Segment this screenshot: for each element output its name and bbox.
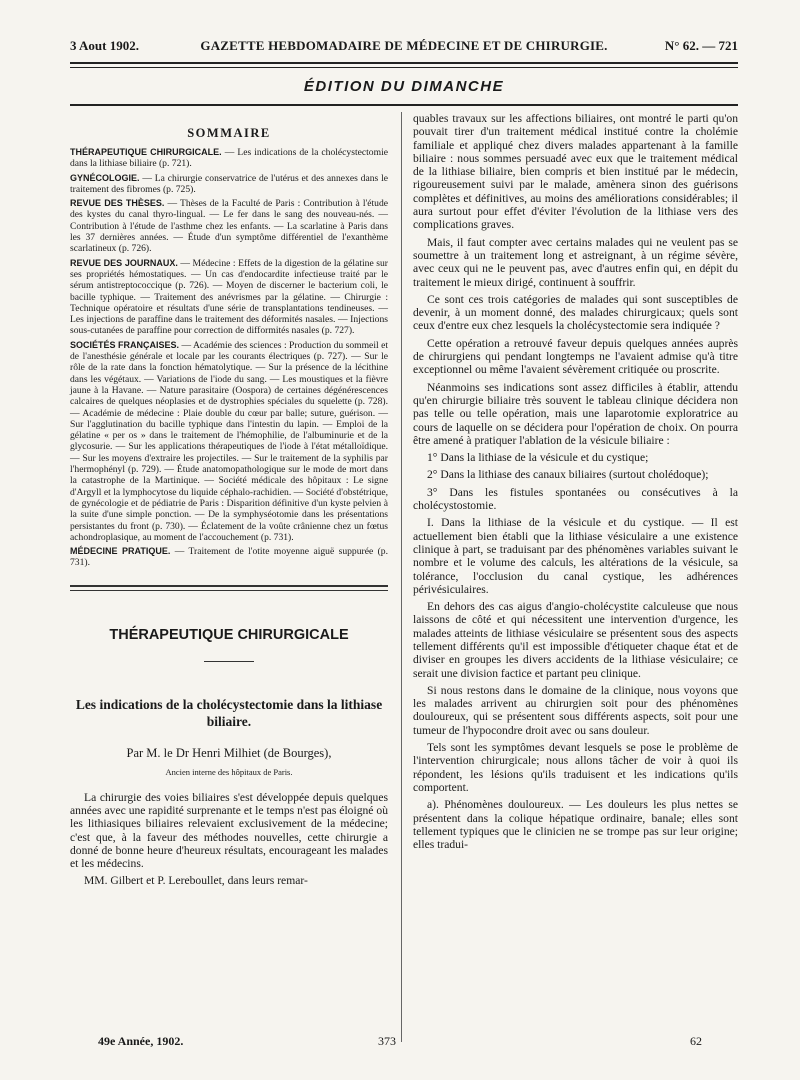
article-title: Les indications de la cholécystectomie dans la lithiase biliaire. [75, 696, 383, 729]
header-issue-number: N° 62. — 721 [664, 38, 738, 53]
edition-banner: ÉDITION DU DIMANCHE [303, 78, 505, 95]
sommaire-heading: GYNÉCOLOGIE. [70, 172, 140, 183]
sommaire-entry [70, 546, 388, 569]
article-body-right [413, 112, 738, 851]
right-column [413, 112, 738, 855]
sommaire-text: — La chirurgie conservatrice de l'utérus et des annexes dans le traitement des fibromes (p. 725). [70, 172, 388, 195]
article-body-left [70, 791, 388, 888]
sommaire-text: — Médecine : Effets de la digestion de la gélatine sur ses propriétés hémostatiques. — Un cas d'endocardite infectieuse traité par le sérum antistreptococcique (p. 726). — Moyen de discerner le bacterium coli, le bacille typhique. — Traitement des anévrismes par la gélatine. — Chirurgie : Technique opératoire et résultats d'une série de transplantations tendineuses. — Les injections de paraffine dans le traitement des déformités nasales. — Injections sous-cutanées de paraffine pour correction de difformités nasales (p. 727). [70, 257, 388, 337]
paragraph: Si nous restons dans le domaine de la clinique, nous voyons que les malades arrivent au chirurgien soit pour des phénomènes douloureux, qui se présentent sous différents aspects, soit pour une tumeur de l'hypocondre droit avec ou sans douleur. [413, 683, 738, 737]
paragraph: MM. Gilbert et P. Lereboullet, dans leurs remar- [84, 874, 308, 888]
header-journal-title: GAZETTE HEBDOMADAIRE DE MÉDECINE ET DE CHIRURGIE. [200, 38, 608, 53]
sommaire-heading: THÉRAPEUTIQUE CHIRURGICALE. [70, 147, 222, 157]
footer-issue-number: 62 [690, 1034, 702, 1048]
header-date: 3 Aout 1902. [70, 38, 139, 53]
footer-year: 49e Année, 1902. [98, 1034, 184, 1048]
article-byline-affiliation: Ancien interne des hôpitaux de Paris. [165, 766, 293, 777]
header-rule-thin [70, 67, 738, 68]
section-title: THÉRAPEUTIQUE CHIRURGICALE [109, 626, 349, 643]
sommaire-heading: REVUE DES JOURNAUX. [70, 257, 178, 268]
paragraph: La chirurgie des voies biliaires s'est développée depuis quelques années avec une rapidité surprenante et le temps n'est pas éloigné où les lithiasiques biliaires relevaient exclusivement de la médecine; c'est que, à la faveur des méthodes nouvelles, cette chirurgie a donné de bonne heure d'heureux résultats, encourageant les malades et les médecins. [70, 790, 388, 871]
column-divider [401, 112, 402, 1042]
section-rule [70, 585, 388, 587]
sommaire-entry [70, 258, 388, 337]
paragraph: Ce sont ces trois catégories de malades qui sont susceptibles de devenir, à un moment donné, des malades chirurgicaux; quels sont ceux d'entre eux chez lesquels la cholécystectomie sera indiquée ? [413, 292, 738, 333]
left-column [70, 112, 388, 892]
sommaire-text: — Les indications de la cholécystectomie dans la lithiase biliaire (p. 721). [70, 147, 388, 170]
article-byline: Par M. le Dr Henri Milhiet (de Bourges), [126, 745, 332, 760]
paragraph: Néanmoins ses indications sont assez difficiles à établir, attendu qu'en chirurgie biliaire très souvent le tableau clinique décidera non pas telle ou telle opération, mais une laparotomie exploratrice au cours de laquelle on se décidera pour l'opération de choix. On pourra être amené à pratiquer l'ablation de la vésicule biliaire : [413, 380, 738, 447]
paragraph: Cette opération a retrouvé faveur depuis quelques années auprès de chirurgiens qui pendant longtemps ne l'avaient admise qu'à titre exceptionnel ou même l'avaient sévèrement critiquée ou proscrite. [413, 336, 738, 377]
list-item: 2° Dans la lithiase des canaux biliaires (surtout cholédoque); [427, 468, 709, 482]
sommaire-list [70, 147, 388, 569]
list-item: 3° Dans les fistules spontanées ou consécutives à la cholécystostomie. [413, 485, 738, 513]
paragraph: Tels sont les symptômes devant lesquels se pose le problème de l'intervention chirurgicale; nous allons tâcher de voir à quoi ils répondent, les lésions qu'ils traduisent et les indications qu'ils comportent. [413, 741, 738, 794]
footer-page-number: 373 [378, 1034, 396, 1048]
paragraph: Mais, il faut compter avec certains malades qui ne veulent pas se soumettre à un traitement long et astreignant, à un régime sévère, avec ceux qui ne le peuvent pas, avec d'autres enfin qui, en dépit du traitement le mieux dirigé, continuent à souffrir. [413, 235, 738, 289]
section-short-rule [204, 661, 254, 662]
sommaire-text: — Académie des sciences : Production du sommeil et de l'anesthésie générale et locale par les courants électriques (p. 727). — Sur le rôle de la rate dans la fonction hématolytique. — Sur la présence de la lécithine dans les végétaux. — Variations de l'iode du sang. — Les moustiques et la fièvre jaune à la Havane. — Nature parasitaire (Oospora) de certaines dégénérescences calcaires de quelques néoplasies et de dystrophies spéciales du squelette (p. 728). — Académie de médecine : Plaie double du cœur par balle; suture, guérison. — Sur l'agglutination du bacille typhique dans l'intestin du lapin. — Emploi de la gélatine « per os » dans le traitement de l'hémophilie, de l'albuminurie et de la glycosurie. — Sur les applications thérapeutiques de l'iode à l'état métalloïdique. — Sur les moyens d'extraire les projectiles. — Sur le traitement de la syphilis par l'hermophényl (p. 729). — Étude anatomopathologique sur le mode de mort dans la catastrophe de la Martinique. — Société médicale des hôpitaux : Le signe d'Argyll et la lymphocytose du liquide céphalo-rachidien. — Société d'obstétrique, de gynécologie et de pédiatrie de Paris : Disparition définitive d'un kyste pelvien à la suite d'une simple ponction. — De la symphyséotomie dans les présentations persistantes du front (p. 730). — Éclatement de la voûte crânienne chez un fœtus achondroplasique, au moment de l'accouchement (p. 731). [70, 339, 389, 543]
list-item: 1° Dans la lithiase de la vésicule et du cystique; [427, 451, 649, 465]
sommaire-entry [70, 147, 388, 170]
sommaire-heading: MÉDECINE PRATIQUE. [70, 546, 171, 557]
paragraph: quables travaux sur les affections biliaires, ont montré le parti qu'on pouvait tirer d'un traitement médical institué contre la cholémie familiale et appliqué chez divers malades appartenant à la famille biliaire : nous sommes persuadé avec eux que le traitement médical de la lithiase biliaire, bien compris et bien institué par le médecin, rigoureusement suivi par le malade, amènera sinon des guérisons complètes et définitives, au moins des améliorations considérables; il aura surtout pour effet d'éviter l'évolution de la lithiase vers des complications graves. [413, 112, 738, 232]
paragraph: a). Phénomènes douloureux. — Les douleurs les plus nettes se présentent dans la colique hépatique ordinaire, banale; elles sont tellement typiques que le clinicien ne se trompe pas sur leur origine; elles tradui- [413, 798, 738, 852]
sommaire-entry [70, 198, 388, 254]
sommaire-heading: REVUE DES THÈSES. [70, 198, 165, 209]
sommaire-title: SOMMAIRE [187, 126, 271, 140]
running-header [70, 38, 738, 60]
paragraph: En dehors des cas aigus d'angio-cholécystite calculeuse que nous laissons de côté et qui nécessitent une intervention d'urgence, les malades atteints de lithiase vésiculaire se présentent sous des aspects tellement différents qu'il est impossible d'étiqueter chaque état et de diviser en groupes les divers accidents de la lithiase vésiculaire; ce serait une division factice et partant peu clinique. [413, 600, 738, 680]
sommaire-text: — Traitement de l'otite moyenne aiguë suppurée (p. 731). [70, 546, 389, 569]
header-rule [70, 62, 738, 64]
sommaire-entry [70, 173, 388, 196]
edition-rule [70, 104, 738, 106]
section-rule-thin [70, 590, 388, 591]
paragraph: I. Dans la lithiase de la vésicule et du cystique. — Il est actuellement bien établi que la lithiase vésiculaire a une existence clinique à part, se traduisant par des phénomènes variables suivant le nombre et le volume des calculs, les altérations de la vésicule, sa tolérance, l'occlusion du canal cystique, les adhérences périvésiculaires. [413, 516, 738, 596]
sommaire-heading: SOCIÉTÉS FRANÇAISES. [70, 339, 180, 350]
sommaire-text: — Thèses de la Faculté de Paris : Contribution à l'étude des kystes du canal thyro-lingual. — Le fer dans le sang des nouveau-nés. — Contribution à l'étude de l'asthme chez les enfants. — La scarlatine à Paris dans les 37 dernières années. — Étude d'un symptôme différentiel de l'exanthème scarlatineux (p. 726). [70, 198, 388, 255]
sommaire-entry [70, 340, 388, 543]
